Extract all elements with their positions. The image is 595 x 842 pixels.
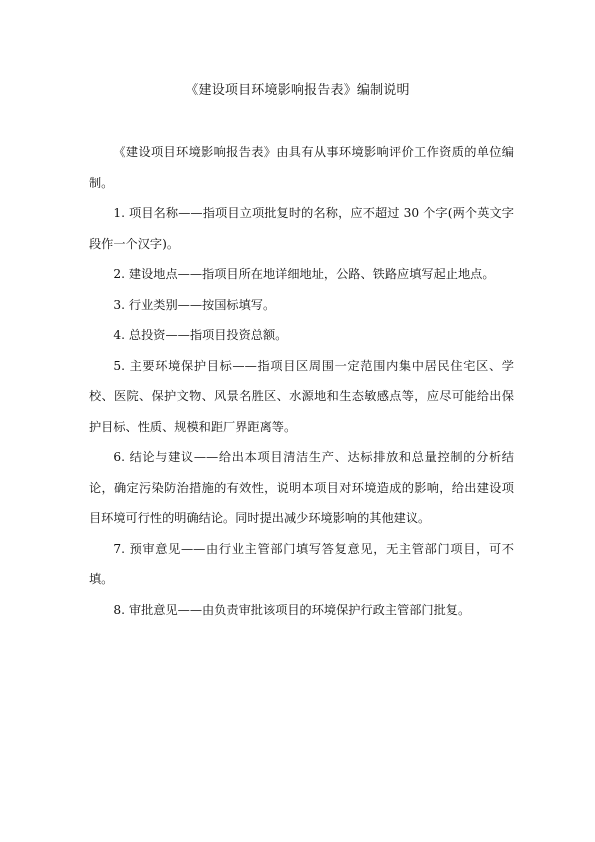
item-industry-category: 3. 行业类别——按国标填写。 [113, 297, 276, 312]
item-construction-site: 2. 建设地点——指项目所在地详细地址，公路、铁路应填写起止地点。 [113, 267, 495, 281]
item-project-name: 1. 项目名称——指项目立项批复时的名称，应不超过 30 个字(两个英文字段作一个汉字)。 [89, 206, 514, 251]
document-title: 《建设项目环境影响报告表》编制说明 [185, 83, 410, 98]
document-body [89, 137, 514, 625]
intro-paragraph: 《建设项目环境影响报告表》由具有从事环境影响评价工作资质的单位编制。 [89, 145, 514, 190]
item-total-investment: 4. 总投资——指项目投资总额。 [113, 328, 288, 342]
item-protection-targets: 5. 主要环境保护目标——指项目区周围一定范围内集中居民住宅区、学校、医院、保护文物、风景名胜区、水源地和生态敏感点等，应尽可能给出保护目标、性质、规模和距厂界距离等。 [89, 358, 514, 434]
item-pre-review: 7. 预审意见——由行业主管部门填写答复意见，无主管部门项目，可不填。 [89, 541, 514, 586]
item-approval: 8. 审批意见——由负责审批该项目的环境保护行政主管部门批复。 [113, 602, 471, 617]
item-conclusions: 6. 结论与建议——给出本项目清洁生产、达标排放和总量控制的分析结论，确定污染防治措施的有效性，说明本项目对环境造成的影响，给出建设项目环境可行性的明确结论。同时提出减少环境影响的其他建议。 [89, 450, 514, 525]
